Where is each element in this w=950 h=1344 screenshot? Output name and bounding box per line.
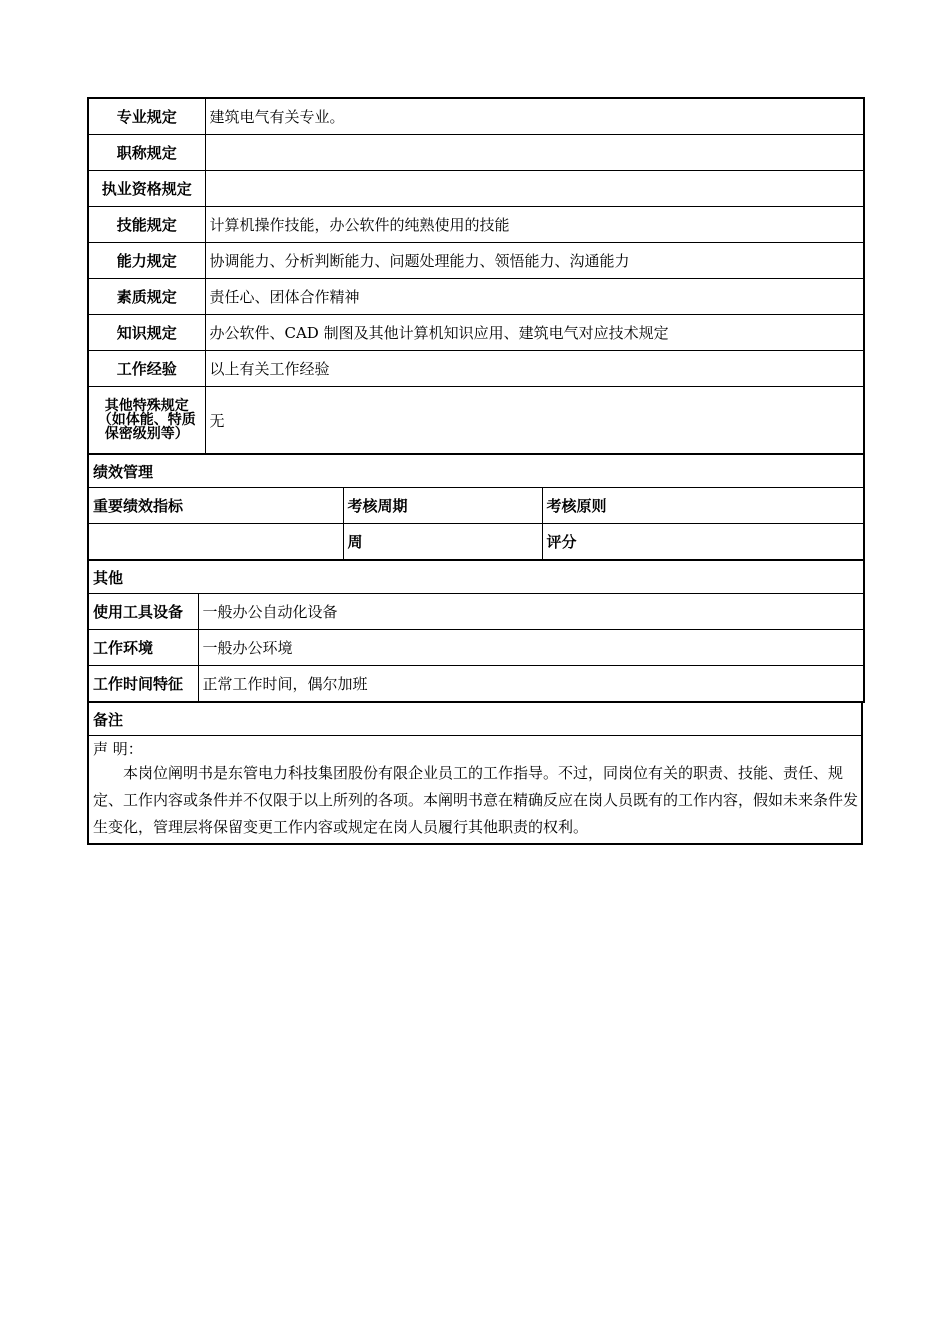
requirement-value xyxy=(205,135,864,171)
other-item-row xyxy=(88,594,864,630)
principle-value: 评分 xyxy=(542,524,864,561)
special-requirement-row xyxy=(88,387,864,455)
performance-title: 绩效管理 xyxy=(88,454,864,488)
requirement-label: 专业规定 xyxy=(88,98,205,135)
remarks-title: 备注 xyxy=(88,702,862,736)
declaration-row xyxy=(88,736,862,845)
period-value: 周 xyxy=(343,524,542,561)
requirement-label: 职称规定 xyxy=(88,135,205,171)
performance-header-row xyxy=(88,488,864,524)
requirement-row xyxy=(88,135,864,171)
requirement-row xyxy=(88,207,864,243)
other-item-label: 工作时间特征 xyxy=(88,666,198,703)
requirement-value: 办公软件、CAD 制图及其他计算机知识应用、建筑电气对应技术规定 xyxy=(205,315,864,351)
job-description-sheet xyxy=(87,97,863,845)
principle-header: 考核原则 xyxy=(542,488,864,524)
declaration-body: 本岗位阐明书是东管电力科技集团股份有限企业员工的工作指导。不过，同岗位有关的职责、技能、责任、规定、工作内容或条件并不仅限于以上所列的各项。本阐明书意在精确反应在岗人员既有的工作内容，假如未来条件发生变化，管理层将保留变更工作内容或规定在岗人员履行其他职责的权利。 xyxy=(93,764,859,836)
requirements-table xyxy=(87,97,865,455)
requirement-label: 执业资格规定 xyxy=(88,171,205,207)
other-item-row xyxy=(88,630,864,666)
requirement-row xyxy=(88,171,864,207)
requirement-label: 素质规定 xyxy=(88,279,205,315)
other-item-row xyxy=(88,666,864,703)
requirement-value: 协调能力、分析判断能力、问题处理能力、领悟能力、沟通能力 xyxy=(205,243,864,279)
other-item-label: 使用工具设备 xyxy=(88,594,198,630)
requirement-value: 计算机操作技能，办公软件的纯熟使用的技能 xyxy=(205,207,864,243)
declaration-text xyxy=(88,736,862,845)
kpi-header: 重要绩效指标 xyxy=(88,488,343,524)
special-requirement-value: 无 xyxy=(205,387,864,455)
other-table xyxy=(87,559,865,703)
other-item-value: 一般办公自动化设备 xyxy=(198,594,864,630)
requirement-value xyxy=(205,171,864,207)
requirement-row xyxy=(88,279,864,315)
special-requirement-label: 其他特殊规定（如体能、特质保密级别等） xyxy=(88,387,205,455)
requirement-value: 以上有关工作经验 xyxy=(205,351,864,387)
other-item-label: 工作环境 xyxy=(88,630,198,666)
other-item-value: 正常工作时间，偶尔加班 xyxy=(198,666,864,703)
remarks-table xyxy=(87,701,863,845)
requirement-row xyxy=(88,243,864,279)
requirement-row xyxy=(88,315,864,351)
performance-table xyxy=(87,453,865,561)
requirement-label: 工作经验 xyxy=(88,351,205,387)
period-header: 考核周期 xyxy=(343,488,542,524)
declaration-heading: 声 明： xyxy=(93,740,143,758)
performance-data-row xyxy=(88,524,864,561)
other-item-value: 一般办公环境 xyxy=(198,630,864,666)
requirement-value: 责任心、团体合作精神 xyxy=(205,279,864,315)
kpi-value xyxy=(88,524,343,561)
requirement-label: 能力规定 xyxy=(88,243,205,279)
requirement-label: 知识规定 xyxy=(88,315,205,351)
requirement-label: 技能规定 xyxy=(88,207,205,243)
other-title: 其他 xyxy=(88,560,864,594)
requirement-row xyxy=(88,351,864,387)
requirement-row xyxy=(88,98,864,135)
requirement-value: 建筑电气有关专业。 xyxy=(205,98,864,135)
